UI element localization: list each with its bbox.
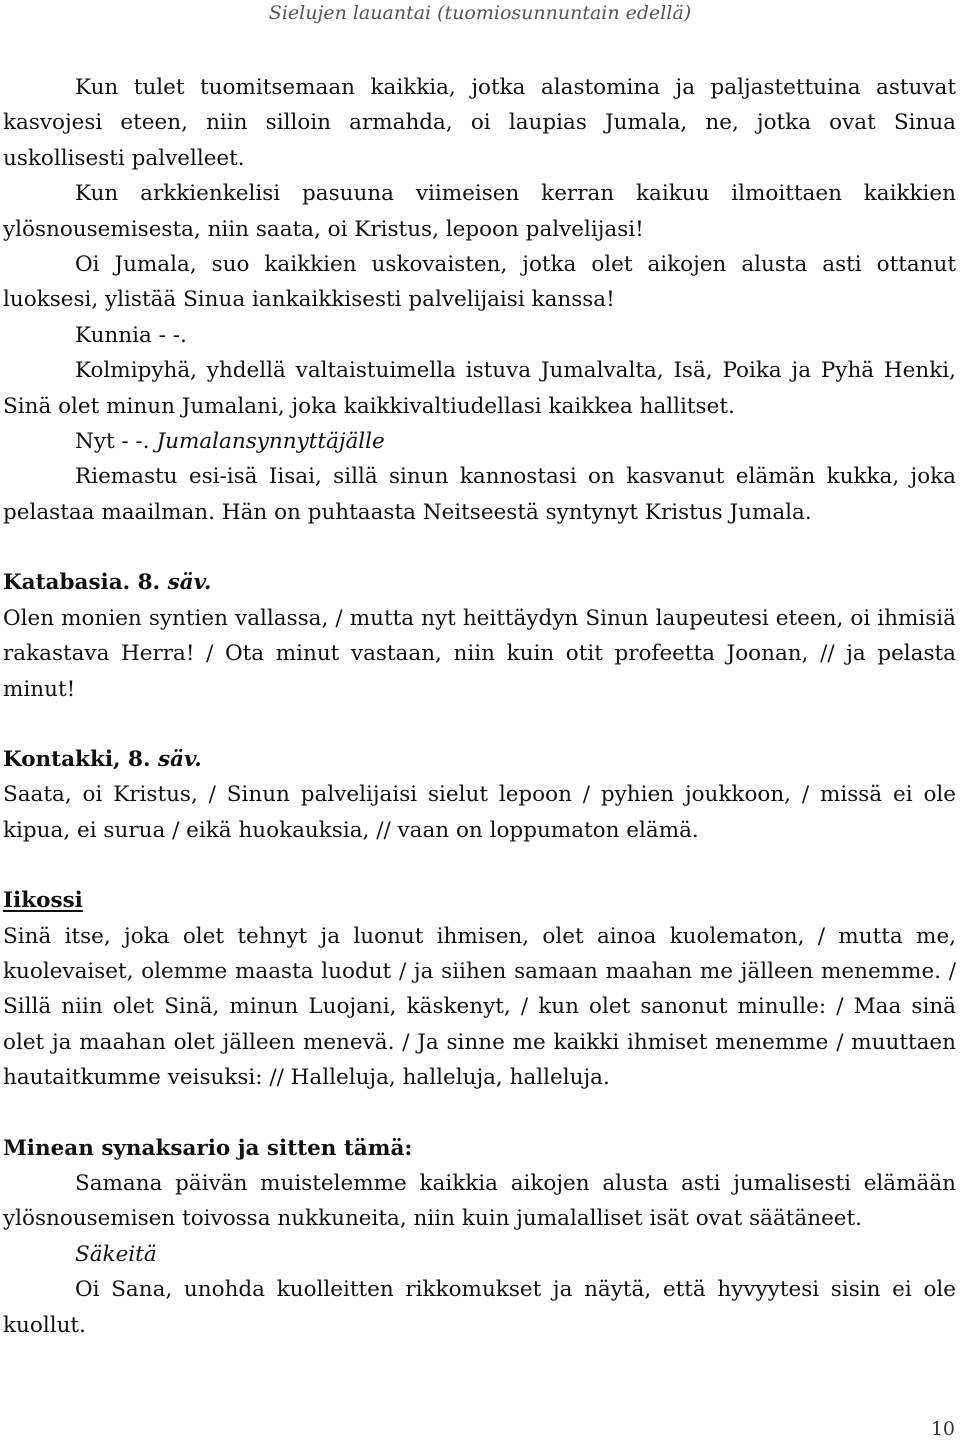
nyt-label: Nyt - -. <box>75 429 150 455</box>
verse-paragraph-5: Riemastu esi-isä Iisai, sillä sinun kannostasi on kasvanut elämän kukka, joka pelastaa maailman. Hän on puhtaasta Neitseestä syntynyt Kristus Jumala. <box>3 464 956 525</box>
verse-paragraph-2: Kun arkkienkelisi pasuuna viimeisen kerran kaikuu ilmoittaen kaikkien ylösnousemisesta, niin saata, oi Kristus, lepoon palvelijasi! <box>3 181 956 242</box>
spacer <box>3 1096 956 1131</box>
minea-text: Samana päivän muistelemme kaikkia aikojen alusta asti jumalisesti elämään ylösnousemisen toivossa nukkuneita, niin kuin jumalalliset isät ovat säätäneet. <box>3 1170 956 1232</box>
spacer <box>3 848 956 883</box>
page-number: 10 <box>930 1418 955 1440</box>
verse-paragraph-1: Kun tulet tuomitsemaan kaikkia, jotka alastomina ja paljastettuina astuvat kasvojesi eteen, niin silloin armahda, oi laupias Jumala, ne, jotka ovat Sinua uskollisesti palvelleet. <box>3 75 956 171</box>
kontakki-heading <box>3 742 956 777</box>
kontakki-heading-bold: Kontakki, 8. <box>3 746 151 772</box>
sakeita-label: Säkeitä <box>75 1241 157 1267</box>
katabasia-heading-italic: säv. <box>167 570 212 596</box>
iikossi-text: Sinä itse, joka olet tehnyt ja luonut ihmisen, olet ainoa kuolematon, / mutta me, kuolevaiset, olemme maasta luodut / ja siihen samaan maahan me jälleen menemme. / Sillä niin olet Sinä, minun Luojani, käskenyt, / kun olet sanonut minulle: / Maa sinä olet ja maahan olet jälleen menevä. / Ja sinne me kaikki ihmiset menemme / muuttaen hautaitkumme veisuksi: // Halleluja, halleluja, halleluja. <box>3 923 956 1091</box>
verse-paragraph-4: Kolmipyhä, yhdellä valtaistuimella istuva Jumalvalta, Isä, Poika ja Pyhä Henki, Sinä olet minun Jumalani, joka kaikkivaltiudellasi kaikkea hallitset. <box>3 358 956 419</box>
spacer <box>3 707 956 742</box>
kontakki-text: Saata, oi Kristus, / Sinun palvelijaisi sielut lepoon / pyhien joukkoon, / missä ei ole kipua, ei surua / eikä huokauksia, // vaan on loppumaton elämä. <box>3 782 956 843</box>
nyt-italic-label: Jumalansynnyttäjälle <box>156 429 385 455</box>
kontakki-heading-italic: säv. <box>157 746 202 772</box>
katabasia-text: Olen monien syntien vallassa, / mutta nyt heittäydyn Sinun laupeutesi eteen, oi ihmisiä rakastava Herra! / Ota minut vastaan, niin kuin otit profeetta Joonan, // ja pelasta minut! <box>3 605 956 702</box>
katabasia-heading <box>3 565 956 600</box>
kunnia-line: Kunnia - -. <box>75 322 187 348</box>
verse-paragraph-3: Oi Jumala, suo kaikkien uskovaisten, jotka olet aikojen alusta asti ottanut luoksesi, ylistää Sinua iankaikkisesti palvelijaisi kanssa! <box>3 252 956 313</box>
spacer <box>3 530 956 565</box>
katabasia-heading-bold: Katabasia. 8. <box>3 570 161 596</box>
page-content <box>3 70 956 1343</box>
minea-heading: Minean synaksario ja sitten tämä: <box>3 1135 413 1161</box>
nyt-line <box>3 424 956 459</box>
running-header: Sielujen lauantai (tuomiosunnuntain edellä) <box>268 2 692 24</box>
sakeita-text: Oi Sana, unohda kuolleitten rikkomukset ja näytä, että hyvyytesi sisin ei ole kuollut. <box>3 1277 956 1338</box>
iikossi-heading: Iikossi <box>3 888 83 914</box>
